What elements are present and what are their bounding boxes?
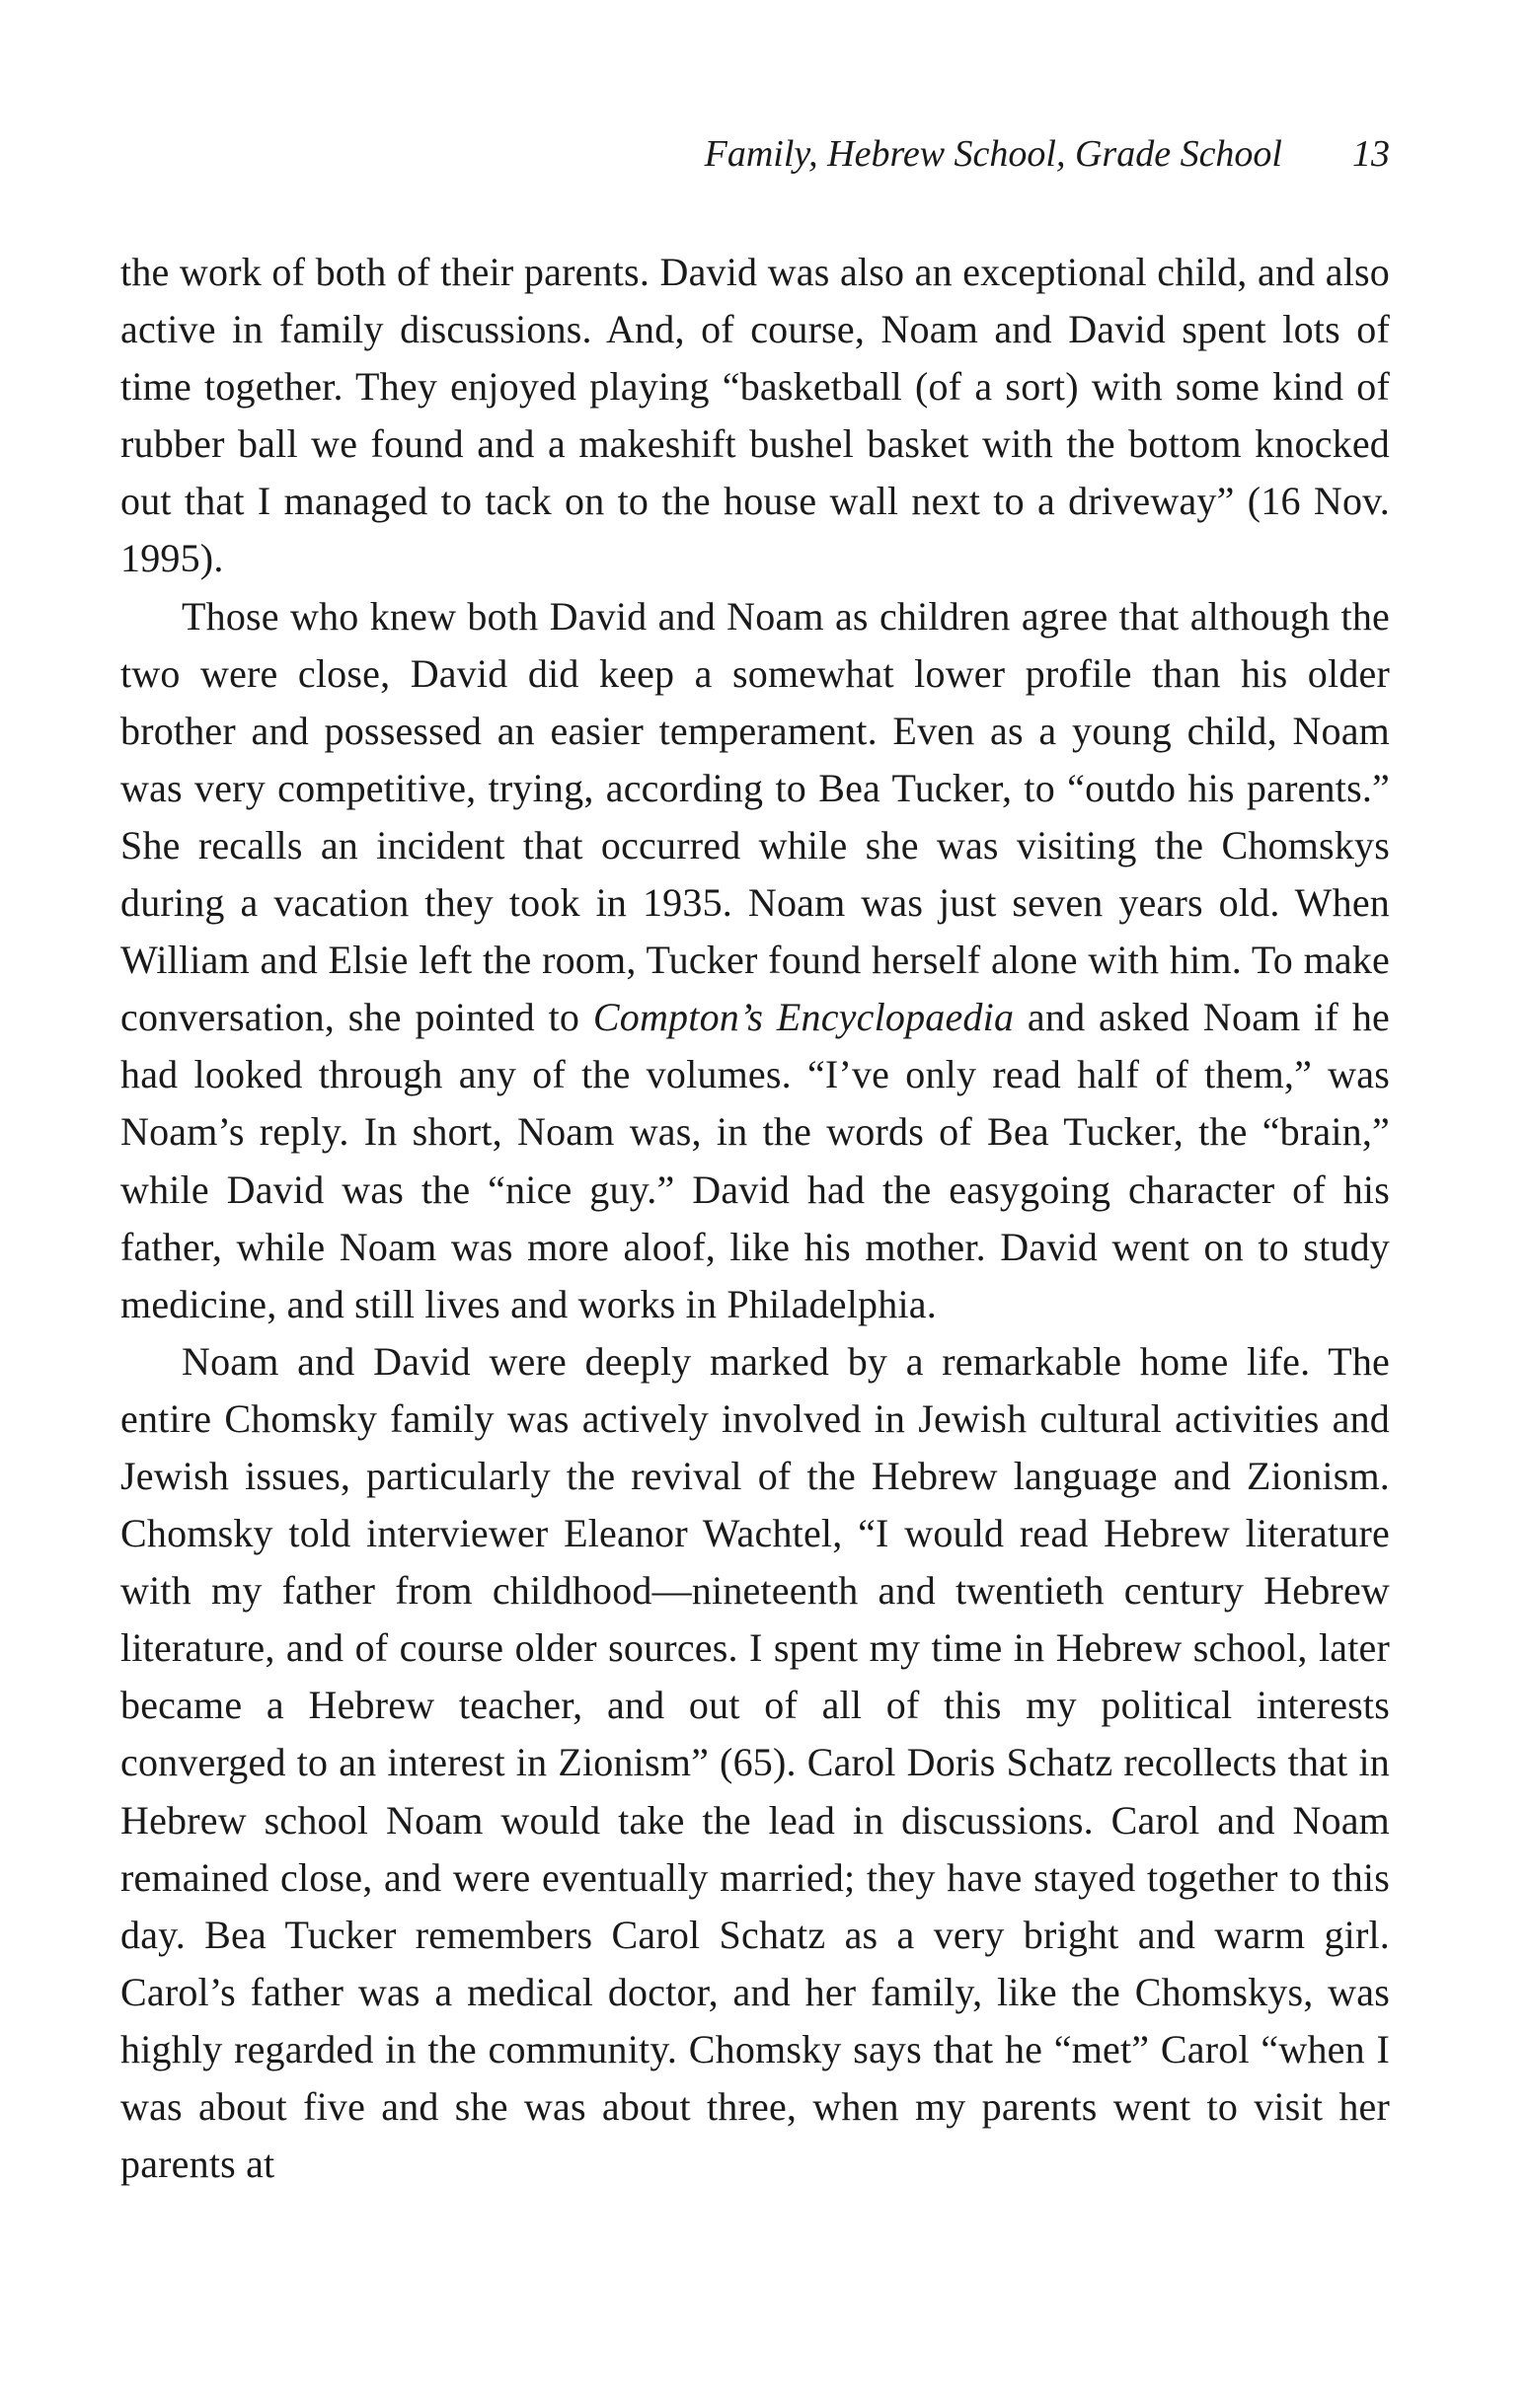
running-head-title: Family, Hebrew School, Grade School xyxy=(704,133,1282,175)
paragraph-3: Noam and David were deeply marked by a remarkable home life. The entire Chomsky family was actively involved in Jewish cultural activities and Jewish issues, particularly the revival of the Hebrew language and Zionism. Chomsky told interviewer Eleanor Wachtel, “I would read Hebrew literature with my father from childhood—nineteenth and twentieth century Hebrew literature, and of course older sources. I spent my time in Hebrew school, later became a Hebrew teacher, and out of all of this my political interests converged to an interest in Zionism” (65). Carol Doris Schatz recollects that in Hebrew school Noam would take the lead in discussions. Carol and Noam remained close, and were eventually married; they have stayed together to this day. Bea Tucker remembers Carol Schatz as a very bright and warm girl. Carol’s father was a medical doctor, and her family, like the Chomskys, was highly regarded in the community. Chomsky says that he “met” Carol “when I was about five and she was about three, when my parents went to visit her parents at xyxy=(120,1338,1390,2187)
page-number: 13 xyxy=(1352,133,1390,175)
paragraph-2 xyxy=(120,588,1390,1333)
running-head xyxy=(120,124,1390,184)
paragraph-2-text-b: and asked Noam if he had looked through any of the volumes. “I’ve only read half of them,” was Noam’s reply. In short, Noam was, in the words of Bea Tucker, the “brain,” while David was the “nice guy.” David had the easygoing character of his father, while Noam was more aloof, like his mother. David went on to study medicine, and still lives and works in Philadelphia. xyxy=(120,995,1390,1326)
body-text xyxy=(120,244,1390,2193)
book-title-compton: Compton’s Encyclopaedia xyxy=(592,995,1015,1040)
paragraph-1: the work of both of their parents. David was also an exceptional child, and also active in family discussions. And, of course, Noam and David spent lots of time together. They enjoyed playing “basketball (of a sort) with some kind of rubber ball we found and a makeshift bushel basket with the bottom knocked out that I managed to tack on to the house wall next to a driveway” (16 Nov. 1995). xyxy=(120,250,1390,581)
paragraph-2-text-a: Those who knew both David and Noam as children agree that although the two were close, David did keep a somewhat lower profile than his older brother and possessed an easier temperament. Even as a young child, Noam was very competitive, trying, according to Bea Tucker, to “outdo his parents.” She recalls an incident that occurred while she was visiting the Chomskys during a vacation they took in 1935. Noam was just seven years old. When William and Elsie left the room, Tucker found herself alone with him. To make conversation, she pointed to xyxy=(120,593,1390,1040)
